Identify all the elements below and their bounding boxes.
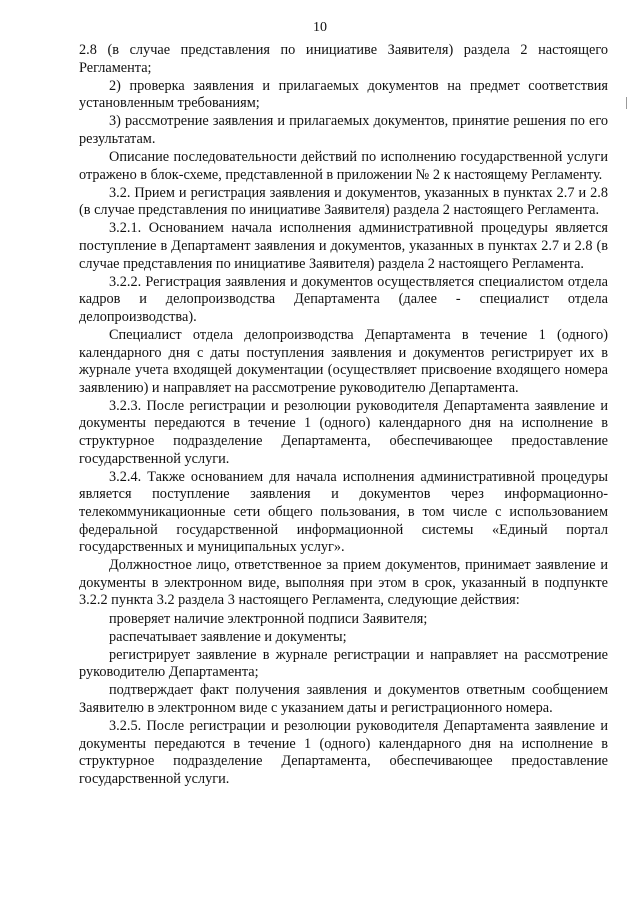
paragraph: Специалист отдела делопроизводства Департамента в течение 1 (одного) календарного дня с даты поступления заявления и документов регистрирует их в журнале учета входящей документации (осуществляет присвоение входящего номера заявлению) и направляет на рассмотрение руководителю Департамента. xyxy=(79,327,608,396)
paragraph: распечатывает заявление и документы; xyxy=(109,628,347,645)
paragraph: Должностное лицо, ответственное за прием документов, принимает заявление и документы в электронном виде, выполняя при этом в срок, указанный в подпункте 3.2.2 пункта 3.2 раздела 3 настоящего Регламента, следующие действия: xyxy=(79,557,608,609)
paragraph: Описание последовательности действий по исполнению государственной услуги отражено в блок-схеме, представленной в приложении № 2 к настоящему Регламенту. xyxy=(79,149,608,183)
margin-mark xyxy=(626,97,627,109)
paragraph: 3.2.1. Основанием начала исполнения административной процедуры является поступление в Департамент заявления и документов, указанных в пунктах 2.7 и 2.8 (в случае представления по инициативе Заявителя) раздела 2 настоящего Регламента. xyxy=(79,220,608,272)
paragraph: регистрирует заявление в журнале регистрации и направляет на рассмотрение руководителю Департамента; xyxy=(79,646,608,681)
paragraph: 2) проверка заявления и прилагаемых документов на предмет соответствия установленным требованиям; xyxy=(79,77,608,112)
paragraph: 3.2.4. Также основанием для начала исполнения административной процедуры является поступление заявления и документов через информационно-телекоммуникационные сети общего пользования, в том числе с использованием федеральной государственной информационной системы «Единый портал государственных и муниципальных услуг». xyxy=(79,468,608,556)
page-number: 10 xyxy=(313,20,327,35)
paragraph: 3.2.3. После регистрации и резолюции руководителя Департамента заявление и документы передаются в течение 1 (одного) календарного дня на исполнение в структурное подразделение Департамента, обеспечивающее предоставление государственной услуги. xyxy=(79,397,608,467)
paragraph: 3.2. Прием и регистрация заявления и документов, указанных в пунктах 2.7 и 2.8 (в случае представления по инициативе Заявителя) раздела 2 настоящего Регламента. xyxy=(79,184,608,219)
paragraph: проверяет наличие электронной подписи Заявителя; xyxy=(109,610,428,627)
paragraph: 2.8 (в случае представления по инициативе Заявителя) раздела 2 настоящего Регламента; xyxy=(79,42,608,76)
paragraph: 3) рассмотрение заявления и прилагаемых документов, принятие решения по его результатам. xyxy=(79,113,608,147)
paragraph: 3.2.5. После регистрации и резолюции руководителя Департамента заявление и документы передаются в течение 1 (одного) календарного дня на исполнение в структурное подразделение Департамента, обеспечивающее предоставление государственной услуги. xyxy=(79,718,608,787)
paragraph: подтверждает факт получения заявления и документов ответным сообщением Заявителю в электронном виде с указанием даты и регистрационного номера. xyxy=(79,682,608,716)
document-body xyxy=(79,42,608,789)
paragraph: 3.2.2. Регистрация заявления и документов осуществляется специалистом отдела кадров и делопроизводства Департамента (далее - специалист отдела делопроизводства). xyxy=(79,273,608,325)
